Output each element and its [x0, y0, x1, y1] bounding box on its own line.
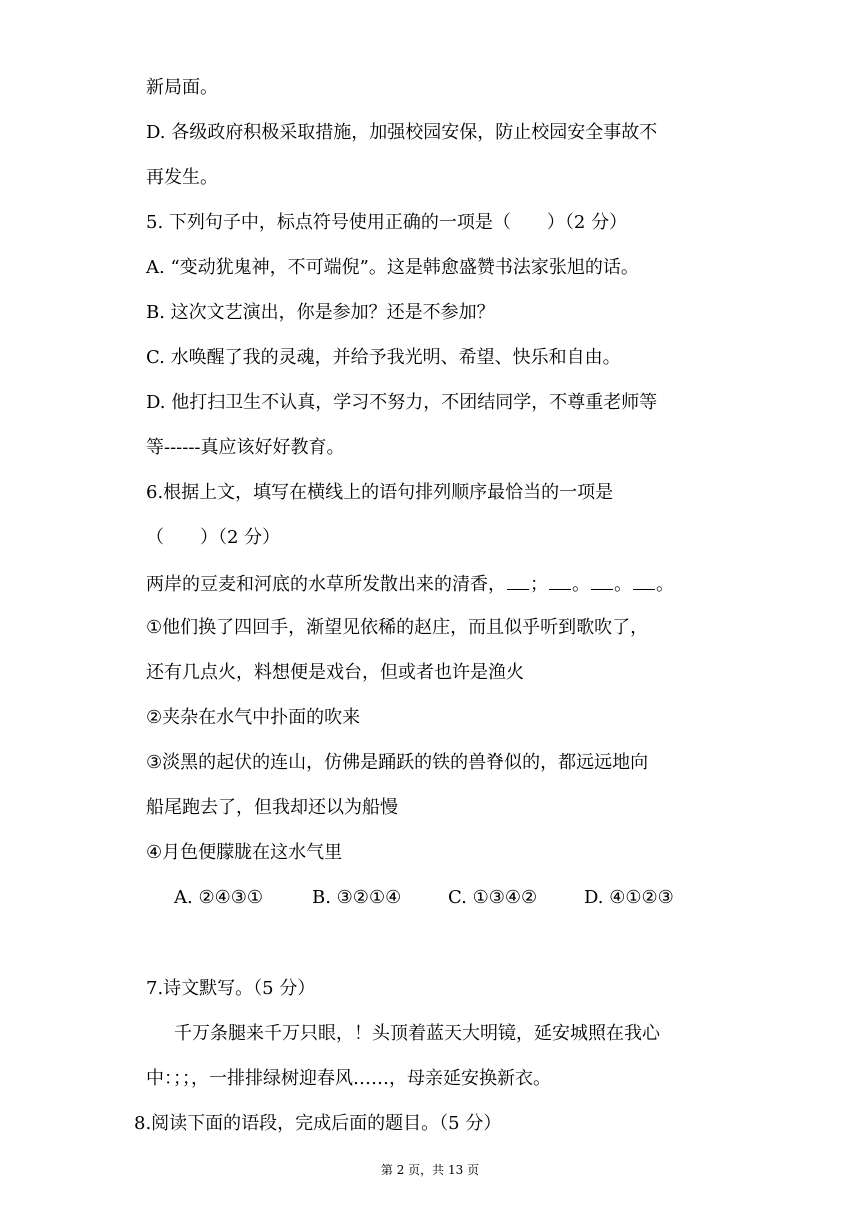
choice-b: B. ③②①④ — [312, 887, 402, 908]
question-7-line-1: 千万条腿来千万只眼，！头顶着蓝天大明镜，延安城照在我心 — [174, 1023, 660, 1044]
punct: 。 — [614, 574, 632, 595]
question-7-line-2: 中：；；，一排排绿树迎春风……，母亲延安换新衣。 — [146, 1068, 551, 1089]
question-6-item-4: ④月色便朦胧在这水气里 — [146, 842, 343, 863]
page-footer: 第 2 页，共 13 页 — [380, 1163, 480, 1177]
choice-c: C. ①③④② — [448, 887, 538, 908]
question-6-sentence — [146, 571, 674, 597]
question-5-option-d: D. 他打扫卫生不认真，学习不努力，不团结同学，不尊重老师等 — [146, 392, 658, 413]
question-6-item-2: ②夹杂在水气中扑面的吹来 — [146, 707, 361, 728]
sentence-lead: 两岸的豆麦和河底的水草所发散出来的清香， — [146, 574, 506, 595]
question-6: 6.根据上文，填写在横线上的语句排列顺序最恰当的一项是 — [146, 482, 614, 503]
choice-d: D. ④①②③ — [584, 887, 674, 908]
question-5: 5. 下列句子中，标点符号使用正确的一项是（ ）（2 分） — [146, 212, 628, 233]
punct: 。 — [572, 574, 590, 595]
answer-blank — [591, 571, 613, 590]
answer-blank — [549, 571, 571, 590]
question-5-option-c: C. 水唤醒了我的灵魂，并给予我光明、希望、快乐和自由。 — [146, 347, 621, 368]
text-line: 新局面。 — [146, 77, 218, 98]
answer-blank — [633, 571, 655, 590]
punct: 。 — [656, 574, 674, 595]
question-6-item-1: ①他们换了四回手，渐望见依稀的赵庄，而且似乎听到歌吹了， — [146, 617, 649, 638]
question-6-item-3: ③淡黑的起伏的连山，仿佛是踊跃的铁的兽脊似的，都远远地向 — [146, 752, 649, 773]
question-6-item-3-cont: 船尾跑去了，但我却还以为船慢 — [146, 797, 398, 818]
question-5-option-d-cont: 等------真应该好好教育。 — [146, 437, 345, 458]
option-d: D. 各级政府积极采取措施，加强校园安保，防止校园安全事故不 — [146, 122, 658, 143]
text-line: 再发生。 — [146, 167, 218, 188]
question-6-item-1-cont: 还有几点火，料想便是戏台，但或者也许是渔火 — [146, 662, 524, 683]
question-5-option-a: A. “变动犹鬼神，不可端倪”。这是韩愈盛赞书法家张旭的话。 — [146, 257, 639, 278]
answer-blank — [507, 571, 529, 590]
question-6-choices — [174, 886, 674, 910]
question-6-score: （ ）（2 分） — [146, 527, 281, 548]
choice-a: A. ②④③① — [174, 887, 263, 908]
question-7: 7.诗文默写。（5 分） — [146, 978, 316, 999]
question-8: 8.阅读下面的语段，完成后面的题目。（5 分） — [134, 1113, 502, 1134]
question-5-option-b: B. 这次文艺演出，你是参加？还是不参加？ — [146, 302, 495, 323]
punct: ； — [530, 574, 548, 595]
